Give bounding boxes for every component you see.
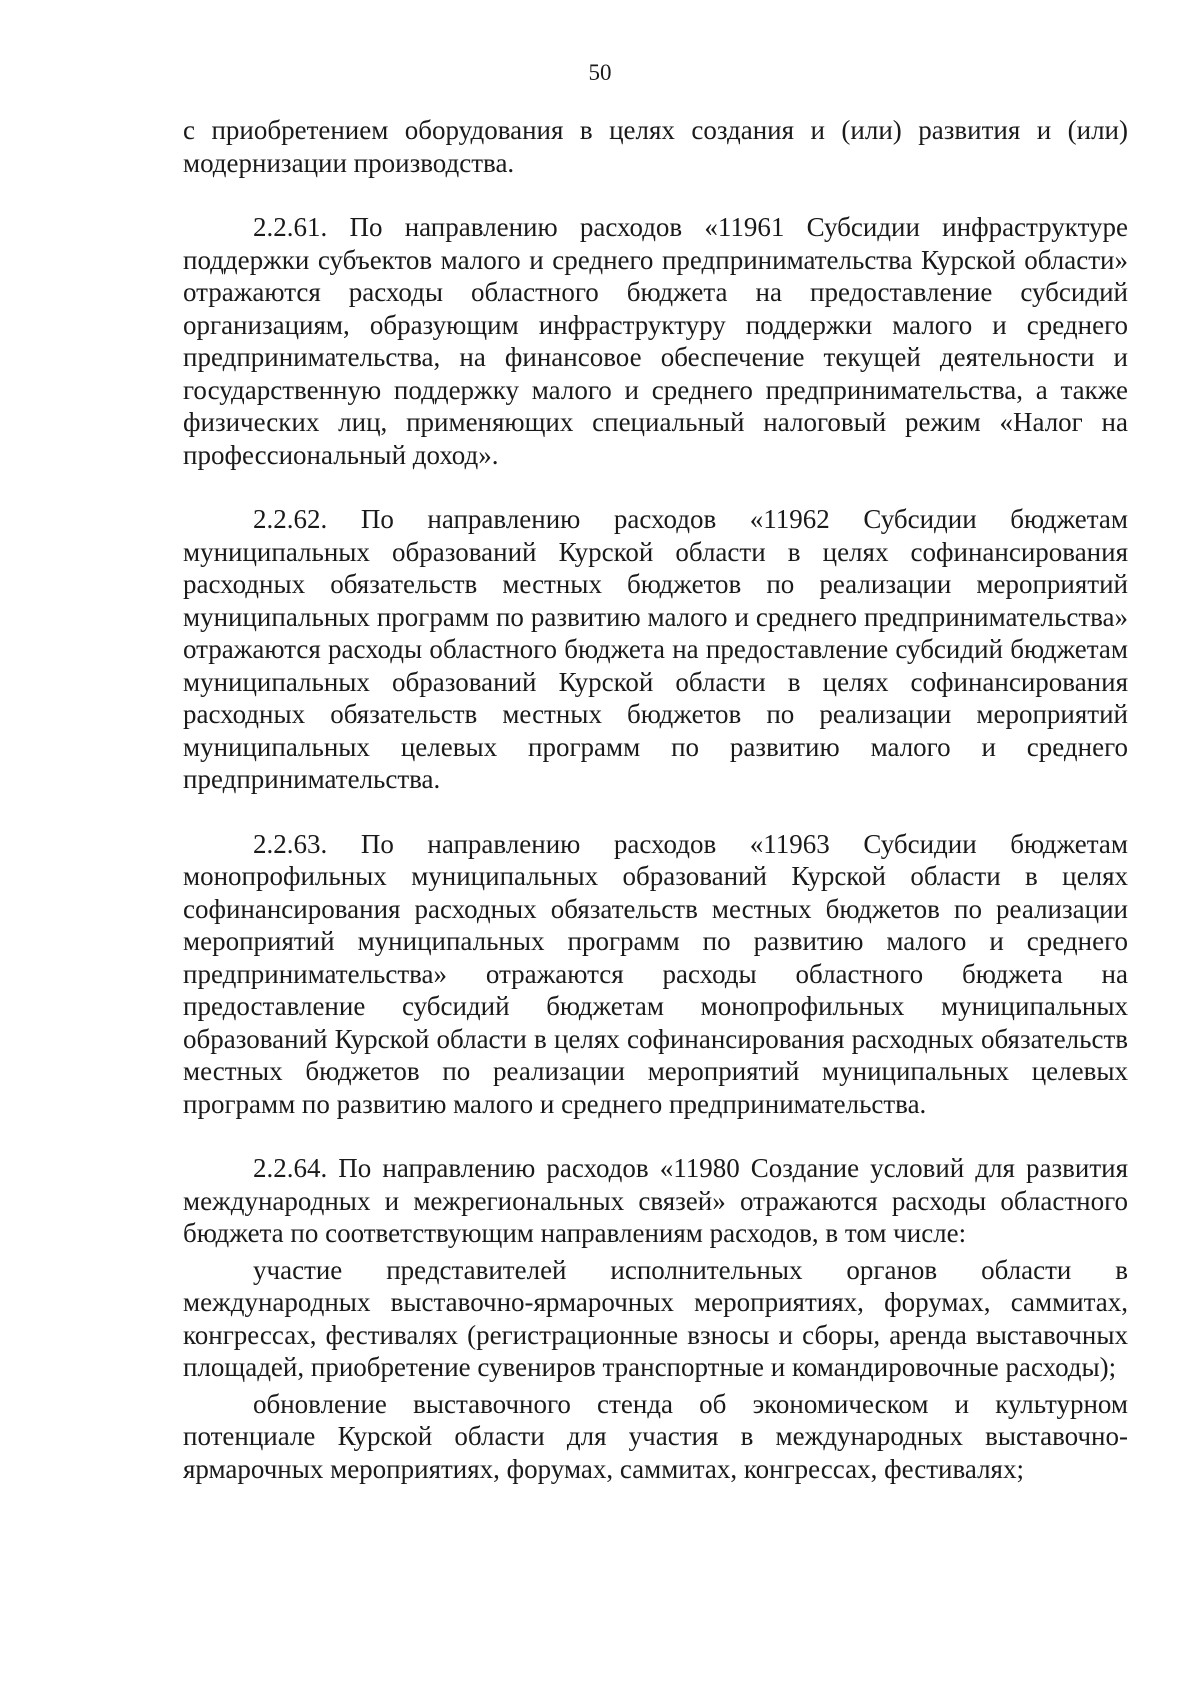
list-item: участие представителей исполнительных органов области в международных выставочно-ярмарочных мероприятиях, форумах, саммитах, конгрессах, фестивалях (регистрационные взносы и сборы, аренда выставочных площадей, приобретение сувениров транспортные и командировочные расходы); [183,1254,1128,1382]
list-item: обновление выставочного стенда об экономическом и культурном потенциале Курской области для участия в международных выставочно-ярмарочных мероприятиях, форумах, саммитах, конгрессах, фестивалях; [183,1388,1128,1484]
paragraph-2-2-63: 2.2.63. По направлению расходов «11963 Субсидии бюджетам монопрофильных муниципальных образований Курской области в целях софинансирования расходных обязательств местных бюджетов по реализации мероприятий муниципальных программ по развитию малого и среднего предпринимательства» отражаются расходы областного бюджета на предоставление субсидий бюджетам монопрофильных муниципальных образований Курской области в целях софинансирования расходных обязательств местных бюджетов по реализации мероприятий муниципальных целевых программ по развитию малого и среднего предпринимательства. [183,828,1128,1119]
paragraph-2-2-61: 2.2.61. По направлению расходов «11961 Субсидии инфраструктуре поддержки субъектов малого и среднего предпринимательства Курской области» отражаются расходы областного бюджета на предоставление субсидий организациям, образующим инфраструктуру поддержки малого и среднего предпринимательства, на финансовое обеспечение текущей деятельности и государственную поддержку малого и среднего предпринимательства, а также физических лиц, применяющих специальный налоговый режим «Налог на профессиональный доход». [183,212,1128,470]
page-number: 50 [588,60,612,85]
paragraph-continuation: с приобретением оборудования в целях создания и (или) развития и (или) модернизации производства. [183,115,1128,178]
paragraph-2-2-62: 2.2.62. По направлению расходов «11962 Субсидии бюджетам муниципальных образований Курской области в целях софинансирования расходных обязательств местных бюджетов по реализации мероприятий муниципальных программ по развитию малого и среднего предпринимательства» отражаются расходы областного бюджета на предоставление субсидий бюджетам муниципальных образований Курской области в целях софинансирования расходных обязательств местных бюджетов по реализации мероприятий муниципальных целевых программ по развитию малого и среднего предпринимательства. [183,504,1128,794]
paragraph-2-2-64: 2.2.64. По направлению расходов «11980 Создание условий для развития международных и межрегиональных связей» отражаются расходы областного бюджета по соответствующим направлениям расходов, в том числе: [183,1153,1128,1248]
document-body [183,114,1128,1485]
